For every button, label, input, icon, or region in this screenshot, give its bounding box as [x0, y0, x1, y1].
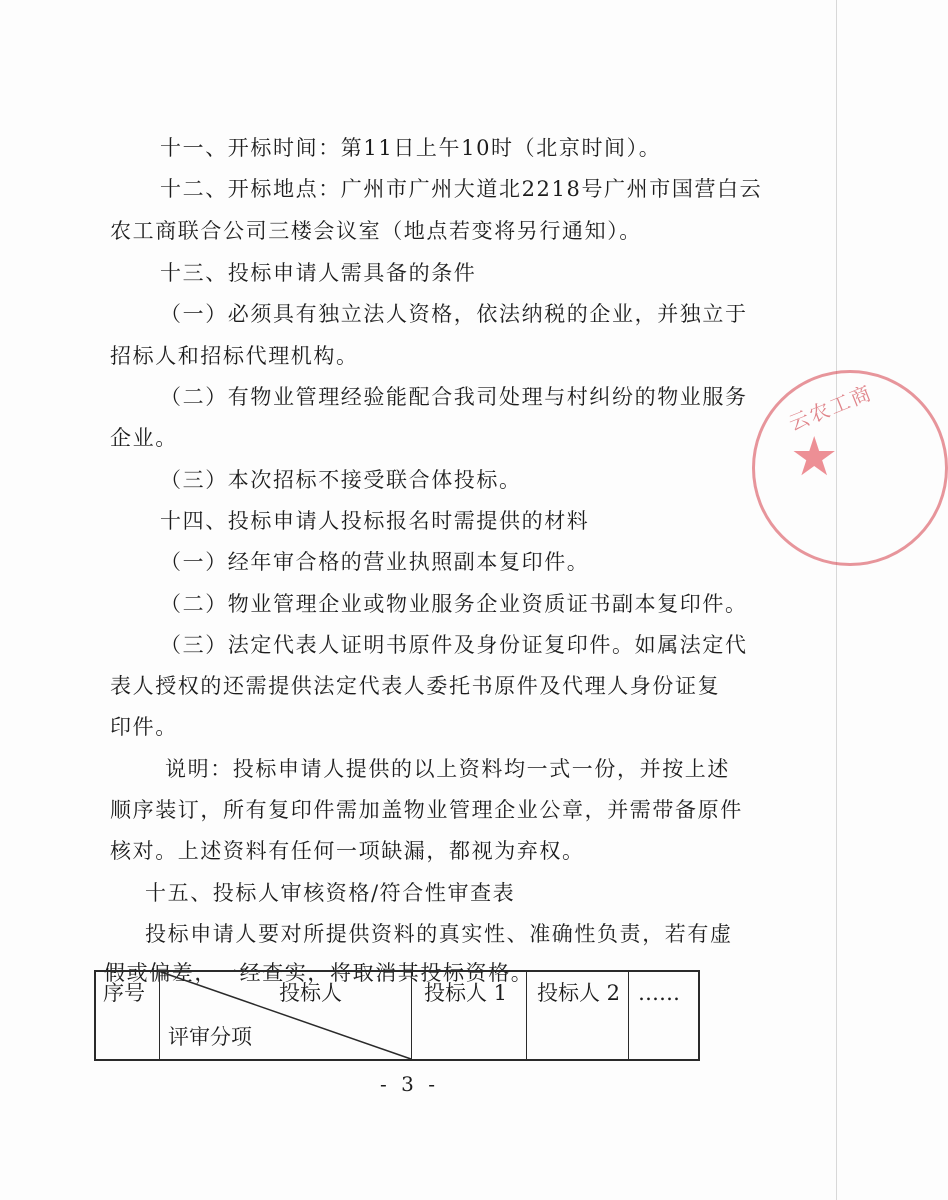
- paragraph: 企业。: [110, 426, 178, 450]
- table-header-more: ……: [638, 981, 680, 1005]
- paragraph: 招标人和招标代理机构。: [110, 344, 359, 368]
- column-divider: [411, 972, 412, 1059]
- column-divider: [628, 972, 629, 1059]
- paragraph: （一）必须具有独立法人资格，依法纳税的企业，并独立于: [160, 302, 748, 326]
- paragraph: （三）法定代表人证明书原件及身份证复印件。如属法定代: [160, 633, 748, 657]
- paragraph: （三）本次招标不接受联合体投标。: [160, 468, 522, 492]
- paragraph: 十三、投标申请人需具备的条件: [160, 261, 477, 285]
- section-heading: 十五、投标人审核资格/符合性审查表: [145, 881, 516, 905]
- table-header-review-item: 评审分项: [168, 1025, 252, 1049]
- paragraph: 假或偏差，一经查实，将取消其投标资格。: [104, 961, 534, 985]
- column-divider: [159, 972, 160, 1059]
- paragraph: 十一、开标时间：第11日上午10时（北京时间）。: [160, 136, 662, 160]
- paragraph: 表人授权的还需提供法定代表人委托书原件及代理人身份证复: [110, 674, 721, 698]
- paragraph: （二）物业管理企业或物业服务企业资质证书副本复印件。: [160, 592, 748, 616]
- page-number: - 3 -: [380, 1072, 439, 1096]
- table-header-bidder-1: 投标人 1: [424, 981, 508, 1005]
- seal-text: 云农工商: [785, 380, 876, 436]
- paragraph: 投标申请人要对所提供资料的真实性、准确性负责，若有虚: [145, 922, 733, 946]
- paragraph: 顺序装订，所有复印件需加盖物业管理企业公章，并需带备原件: [110, 798, 743, 822]
- paragraph: 印件。: [110, 715, 178, 739]
- paragraph: （一）经年审合格的营业执照副本复印件。: [160, 550, 590, 574]
- paragraph: 十四、投标申请人投标报名时需提供的材料: [160, 509, 590, 533]
- review-table: [94, 970, 700, 1061]
- scan-edge: [836, 0, 837, 1200]
- paragraph: 核对。上述资料有任何一项缺漏，都视为弃权。: [110, 839, 585, 863]
- paragraph: 说明：投标申请人提供的以上资料均一式一份，并按上述: [165, 757, 730, 781]
- table-header-index: 序号: [103, 981, 145, 1005]
- paragraph: 农工商联合公司三楼会议室（地点若变将另行通知）。: [110, 219, 642, 243]
- column-divider: [526, 972, 527, 1059]
- table-header-bidder: 投标人: [279, 981, 342, 1005]
- seal-star-icon: ★: [790, 425, 839, 488]
- table-header-bidder-2: 投标人 2: [537, 981, 621, 1005]
- paragraph: 十二、开标地点：广州市广州大道北2218号广州市国营白云: [160, 177, 763, 201]
- paragraph: （二）有物业管理经验能配合我司处理与村纠纷的物业服务: [160, 385, 748, 409]
